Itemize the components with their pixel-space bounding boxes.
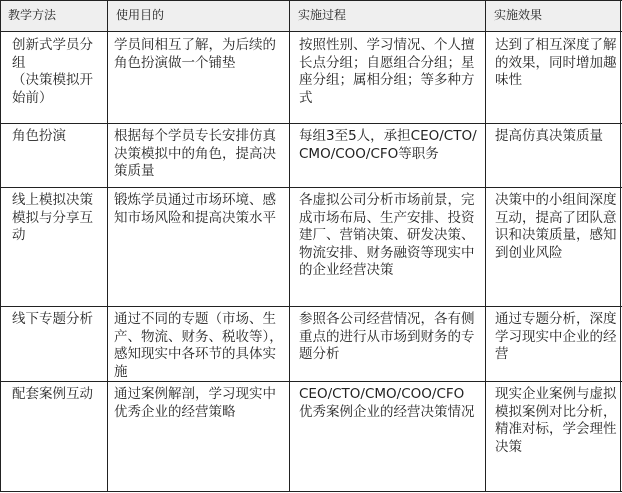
row-2-effect: 提高仿真决策质量: [495, 128, 603, 144]
grid-line-top: [0, 0, 622, 1]
row-4-effect: 通过专题分析，深度学习现实中企业的经营: [495, 311, 617, 362]
grid-line-row-4: [0, 381, 622, 382]
header-method: 教学方法: [8, 8, 57, 22]
row-1-effect: 达到了相互深度了解的效果，同时增加趣味性: [495, 37, 617, 88]
grid-line-row-3: [0, 306, 622, 307]
grid-line-row-1: [0, 123, 622, 124]
row-5-purpose: 通过案例解剖，学习现实中优秀企业的经营策略: [114, 386, 276, 420]
grid-line-col-2: [289, 0, 290, 492]
row-5-method: 配套案例互动: [12, 386, 93, 402]
header-purpose: 使用目的: [116, 8, 165, 22]
grid-line-col-4: [620, 0, 621, 492]
grid-line-header: [0, 31, 622, 32]
grid-line-col-3: [485, 0, 486, 492]
row-1-process: 按照性别、学习情况、个人擅长点分组；自愿组合分组；星座分组；属相分组；等多种方式: [299, 37, 475, 106]
row-3-purpose: 锻炼学员通过市场环境、感知市场风险和提高决策水平: [114, 192, 276, 226]
row-1-method-name: 创新式学员分组: [12, 37, 93, 71]
header-process: 实施过程: [298, 8, 347, 22]
row-3-method: 线上模拟决策模拟与分享互动: [12, 192, 93, 243]
row-3-effect: 决策中的小组间深度互动，提高了团队意识和决策质量，感知到创业风险: [495, 192, 617, 261]
row-3-process: 各虚拟公司分析市场前景，完成市场布局、生产安排、投资建厂、营销决策、研发决策、物流安排、财务融资等现实中的企业经营决策: [299, 192, 475, 278]
row-5-process: CEO/CTO/CMO/COO/CFO 优秀案例企业的经营决策情况: [299, 386, 475, 420]
row-2-purpose: 根据每个学员专长安排仿真决策模拟中的角色，提高决策质量: [114, 128, 276, 179]
header-effect: 实施效果: [494, 8, 543, 22]
row-4-process: 参照各公司经营情况，各有侧重点的进行从市场到财务的专题分析: [299, 311, 475, 362]
row-1-purpose: 学员间相互了解，为后续的角色扮演做一个铺垫: [114, 37, 276, 71]
row-5-effect: 现实企业案例与虚拟模拟案例对比分析，精准对标，学会理性决策: [495, 386, 617, 455]
grid-line-bottom: [0, 491, 622, 492]
row-1-method-note: （决策模拟开始前）: [12, 72, 93, 106]
grid-line-row-2: [0, 187, 622, 188]
row-1-method: [12, 37, 104, 107]
row-4-purpose: 通过不同的专题（市场、生产、物流、财务、税收等），感知现实中各环节的具体实施: [114, 311, 283, 380]
row-2-method: 角色扮演: [12, 128, 66, 144]
row-4-method: 线下专题分析: [12, 311, 93, 327]
grid-line-col-1: [107, 0, 108, 492]
grid-line-col-0: [0, 0, 1, 492]
row-2-process: 每组3至5人，承担CEO/CTO/CMO/COO/CFO等职务: [299, 128, 477, 162]
